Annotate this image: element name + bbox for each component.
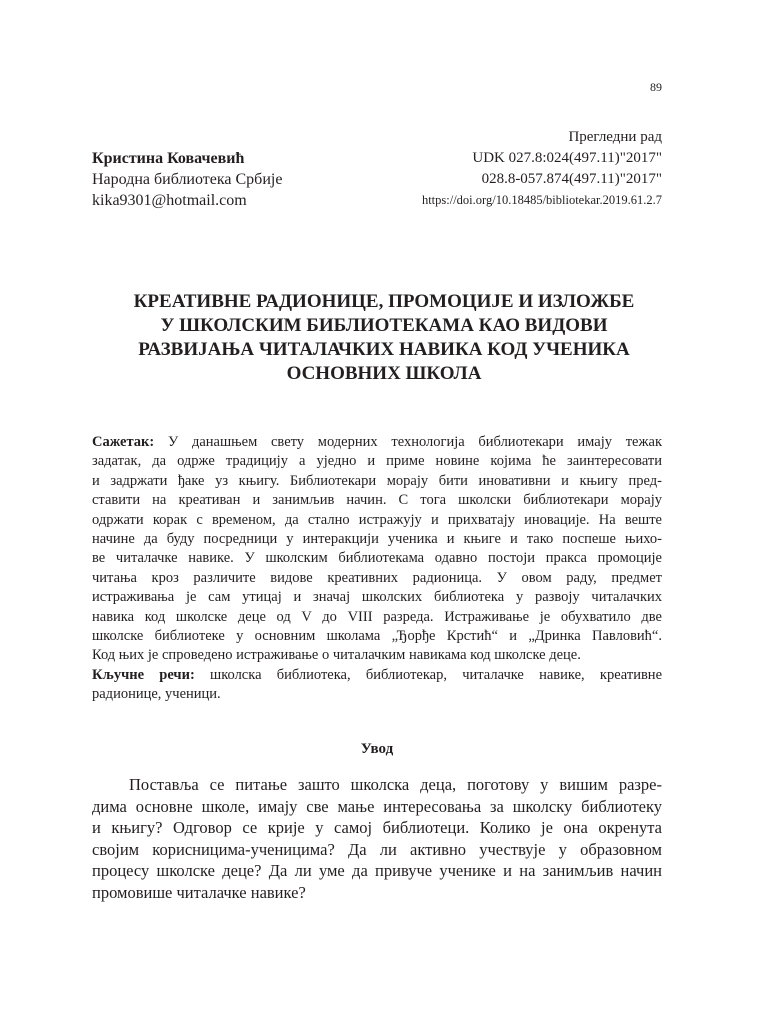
keywords-line: радионице, ученици.: [92, 686, 221, 703]
keywords-line: [92, 666, 662, 685]
abstract-line: задатак, да одрже традицију а уједно и приме новине којима ће заинтересовати: [92, 453, 662, 470]
keywords-label: Кључне речи:: [92, 666, 195, 683]
doi-link[interactable]: https://doi.org/10.18485/bibliotekar.2019.61.2.7: [421, 193, 662, 207]
abstract-text: У данашњем свету модерних технологија библиотекари имају тежак: [154, 434, 662, 450]
author-institution: Народна библиотека Србије: [92, 171, 283, 188]
paragraph-line: и књигу? Одговор се крије у самој библиотеци. Колико је она окренута: [92, 818, 662, 837]
abstract-line: читања кроз различите видове креативних радионица. У овом раду, предмет: [92, 569, 662, 586]
page-number: 89: [650, 80, 662, 94]
abstract-line: [92, 433, 662, 452]
abstract-label: Сажетак:: [92, 434, 155, 450]
title-line: КРЕАТИВНЕ РАДИОНИЦЕ, ПРОМОЦИЈЕ И ИЗЛОЖБЕ: [133, 291, 635, 312]
abstract-line: навика код школске деце од V до VIII разреда. Истраживање је обухватило две: [92, 608, 662, 625]
title-line: ОСНОВНИХ ШКОЛА: [286, 363, 482, 384]
udk-code-1: UDK 027.8:024(497.11)"2017": [472, 150, 662, 166]
title-line: У ШКОЛСКИМ БИБЛИОТЕКАМА КАО ВИДОВИ: [160, 315, 608, 336]
abstract-line: ве читалачке навике. У школским библиотекама одавно постоји пракса промоције: [92, 550, 662, 567]
abstract: [92, 433, 662, 705]
body-paragraph: [92, 774, 662, 903]
author-name: Кристина Ковачевић: [92, 150, 245, 167]
abstract-line: одржати корак с временом, да стално истражују и прихватају иновације. На веште: [92, 511, 662, 528]
title-line: РАЗВИЈАЊА ЧИТАЛАЧКИХ НАВИКА КОД УЧЕНИКА: [138, 339, 630, 360]
abstract-line: истраживања је сам утицај и значај школских библиотека у развоју читалачких: [92, 589, 662, 606]
paragraph-line: Поставља се питање зашто школска деца, поготову у вишим разре-: [129, 775, 662, 794]
section-heading: Увод: [360, 741, 394, 757]
author-email: kika9301@hotmail.com: [92, 192, 247, 209]
paper-title: [80, 290, 688, 386]
paragraph-line: својим корисницима-ученицима? Да ли активно учествује у образовном: [92, 839, 662, 859]
abstract-line: Код њих је спроведено истраживање о читалачким навикама код школске деце.: [92, 647, 581, 664]
abstract-line: ставити на креативан и занимљив начин. С тога школски библиотекари морају: [92, 492, 662, 509]
keywords-text: школска библиотека, библиотекар, читалачке навике, креативне: [194, 666, 663, 683]
author-info: [92, 148, 282, 211]
paper-type: Прегледни рад: [568, 129, 662, 145]
paragraph-line: промовише читалачке навике?: [92, 882, 306, 902]
abstract-line: школске библиотеке у основним школама „Ђорђе Крстић“ и „Дринка Павловић“.: [92, 628, 662, 645]
abstract-line: и задржати ђаке уз књигу. Библиотекари морају бити иновативни и књигу пред-: [92, 472, 662, 489]
abstract-line: начине да буду посредници у интеракцији ученика и књиге и тако поспеше њихо-: [92, 531, 662, 548]
paper-metadata: [422, 127, 662, 211]
paragraph-line: дима основне школе, имају све мање интересовања за школску библиотеку: [92, 796, 662, 816]
udk-code-2: 028.8-057.874(497.11)"2017": [481, 171, 662, 187]
paragraph-line: процесу школске деце? Да ли уме да привуче ученике и на занимљив начин: [92, 861, 662, 880]
